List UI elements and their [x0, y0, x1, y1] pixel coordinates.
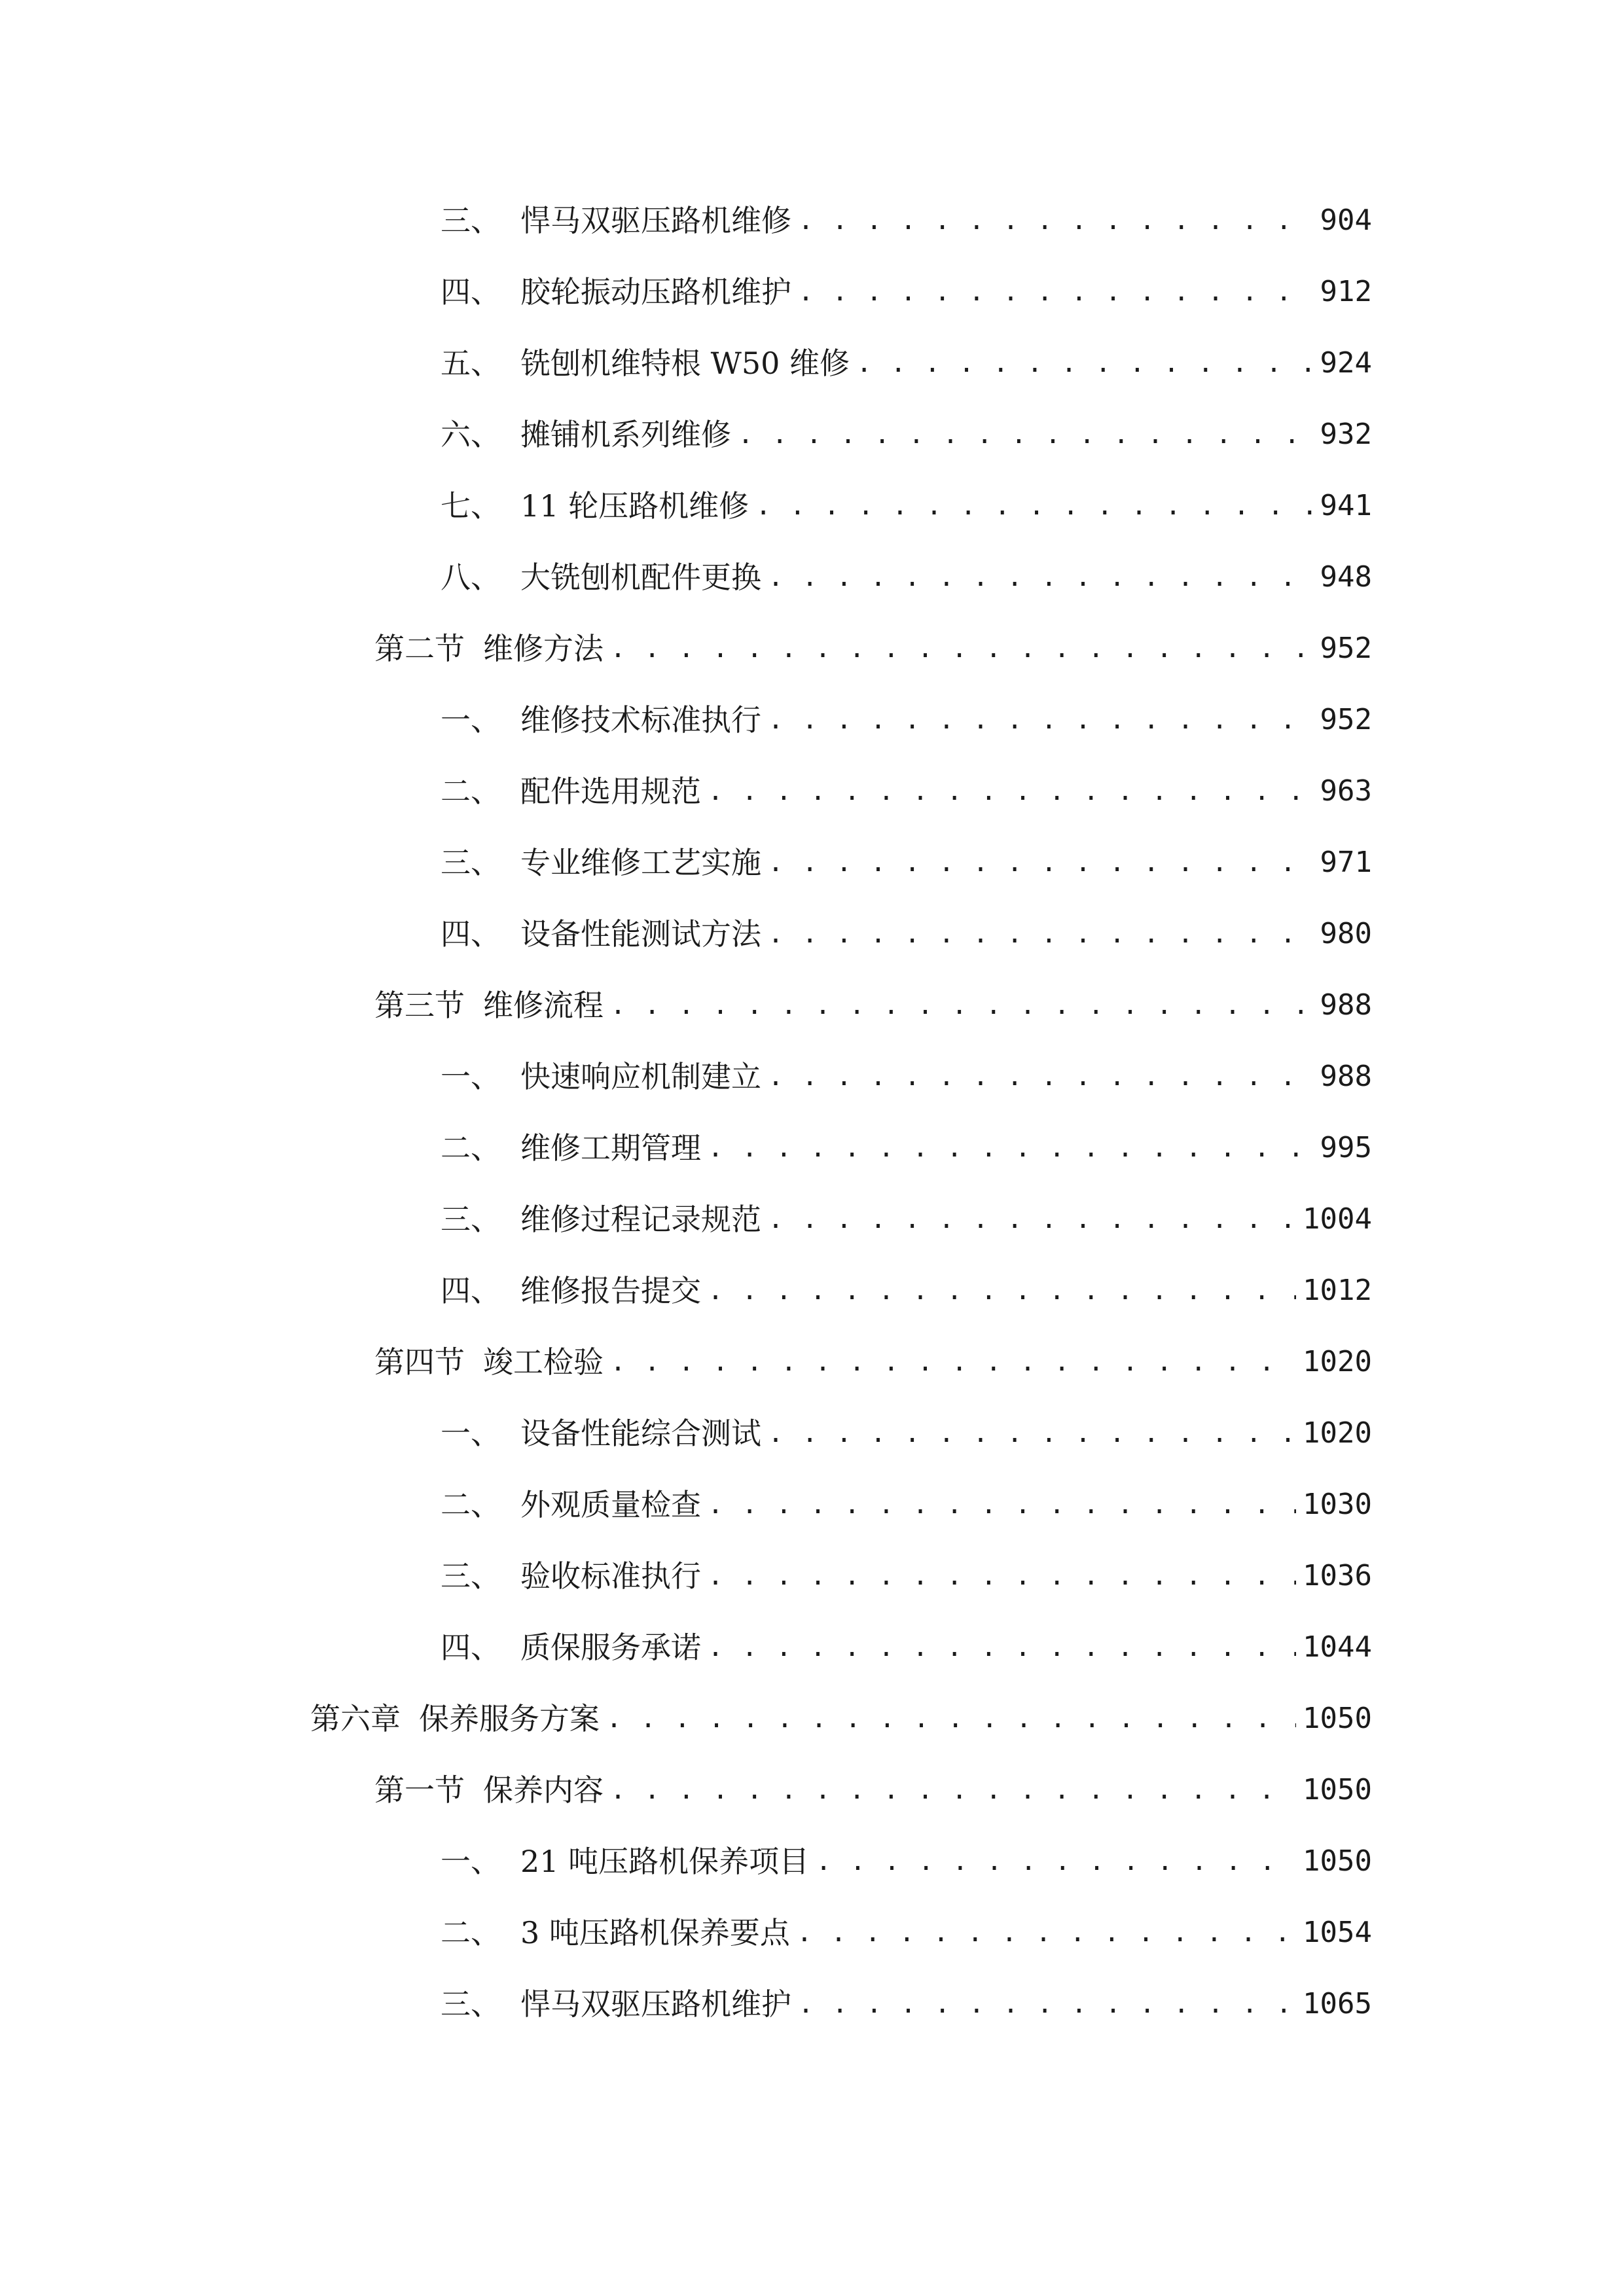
toc-entry-page: 932: [1320, 418, 1372, 451]
dot-leader: [606, 1693, 1296, 1745]
toc-entry-number: 三、: [441, 845, 501, 880]
toc-entry-title: 保养内容: [483, 1772, 604, 1808]
dot-leader: [768, 908, 1314, 960]
toc-entry[interactable]: [441, 908, 1372, 960]
toc-entry-number: 第六章: [310, 1701, 401, 1736]
dot-leader: [768, 694, 1314, 746]
dot-leader: [768, 1407, 1296, 1460]
toc-entry[interactable]: [441, 551, 1372, 603]
toc-entry-page: 1050: [1303, 1773, 1372, 1806]
toc-entry-number: 二、: [441, 774, 501, 809]
toc-entry-section[interactable]: [374, 622, 1372, 675]
toc-entry-section[interactable]: [374, 1336, 1372, 1388]
toc-entry-number: 四、: [441, 916, 501, 952]
dot-leader: [768, 1050, 1314, 1103]
dot-leader: [708, 1550, 1296, 1602]
dot-leader: [797, 1907, 1296, 1959]
toc-entry-number: 三、: [441, 1986, 501, 2022]
dot-leader: [708, 1479, 1296, 1531]
toc-entry-number: 八、: [441, 560, 501, 595]
toc-entry-title: 外观质量检查: [520, 1487, 701, 1522]
toc-entry-page: 1044: [1303, 1630, 1372, 1664]
dot-leader: [610, 979, 1314, 1031]
toc-entry[interactable]: [441, 765, 1372, 817]
toc-entry[interactable]: [441, 1621, 1372, 1674]
dot-leader: [816, 1835, 1296, 1888]
toc-entry-title: 维修过程记录规范: [520, 1202, 761, 1237]
toc-entry-title: 维修工期管理: [520, 1130, 701, 1166]
toc-entry-title: 胶轮振动压路机维护: [520, 274, 791, 310]
toc-entry-number: 四、: [441, 1273, 501, 1308]
toc-entry-number: 三、: [441, 1202, 501, 1237]
toc-entry-title: 竣工检验: [483, 1344, 604, 1380]
toc-entry-title: 设备性能综合测试: [520, 1416, 761, 1451]
toc-entry-title: 维修技术标准执行: [520, 702, 761, 738]
toc-entry-title: 维修方法: [483, 631, 604, 666]
dot-leader: [768, 551, 1314, 603]
toc-entry-number: 四、: [441, 274, 501, 310]
toc-entry-number: 二、: [441, 1915, 501, 1950]
dot-leader: [798, 194, 1314, 247]
toc-entry-number: 第三节: [374, 988, 465, 1023]
toc-entry-title: 保养服务方案: [419, 1701, 600, 1736]
toc-entry-page: 980: [1320, 917, 1372, 950]
toc-entry-number: 二、: [441, 1130, 501, 1166]
toc-entry-page: 952: [1320, 703, 1372, 736]
toc-entry-page: 941: [1320, 489, 1372, 522]
dot-leader: [610, 1764, 1296, 1816]
toc-entry-number: 一、: [441, 1844, 501, 1879]
dot-leader: [708, 1621, 1296, 1674]
toc-entry-page: 1054: [1303, 1916, 1372, 1949]
dot-leader: [610, 622, 1314, 675]
dot-leader: [798, 266, 1314, 318]
toc-entry-title: 专业维修工艺实施: [520, 845, 761, 880]
toc-entry-page: 1004: [1303, 1202, 1372, 1236]
toc-entry-number: 二、: [441, 1487, 501, 1522]
toc-entry-section[interactable]: [374, 1764, 1372, 1816]
toc-entry-chapter[interactable]: [310, 1693, 1372, 1745]
toc-entry[interactable]: [441, 1122, 1372, 1174]
toc-entry-title: 11 轮压路机维修: [520, 488, 749, 524]
toc-entry-title: 铣刨机维特根 W50 维修: [520, 346, 850, 381]
toc-entry-page: 988: [1320, 1060, 1372, 1093]
toc-entry-page: 1020: [1303, 1345, 1372, 1378]
toc-entry-number: 三、: [441, 203, 501, 238]
toc-entry-title: 大铣刨机配件更换: [520, 560, 761, 595]
toc-entry[interactable]: [441, 1479, 1372, 1531]
toc-entry-title: 21 吨压路机保养项目: [520, 1844, 810, 1879]
dot-leader: [768, 836, 1314, 889]
toc-entry-title: 维修流程: [483, 988, 604, 1023]
toc-entry[interactable]: [441, 1978, 1372, 2030]
toc-entry-section[interactable]: [374, 979, 1372, 1031]
toc-entry-title: 质保服务承诺: [520, 1630, 701, 1665]
toc-entry-page: 1065: [1303, 1987, 1372, 2020]
toc-entry-page: 952: [1320, 632, 1372, 665]
toc-entry-number: 五、: [441, 346, 501, 381]
toc-entry-number: 四、: [441, 1630, 501, 1665]
toc-entry[interactable]: [441, 1193, 1372, 1246]
toc-entry-page: 912: [1320, 275, 1372, 308]
toc-entry[interactable]: [441, 266, 1372, 318]
dot-leader: [708, 1122, 1314, 1174]
toc-entry-title: 摊铺机系列维修: [520, 417, 731, 452]
toc-entry[interactable]: [441, 1550, 1372, 1602]
toc-entry-page: 924: [1320, 346, 1372, 380]
toc-entry-number: 第四节: [374, 1344, 465, 1380]
toc-entry-title: 悍马双驱压路机维修: [520, 203, 791, 238]
toc-entry-page: 904: [1320, 204, 1372, 237]
toc-entry[interactable]: [441, 480, 1372, 532]
toc-entry-page: 1050: [1303, 1702, 1372, 1735]
toc-entry-page: 1020: [1303, 1416, 1372, 1450]
toc-entry-number: 六、: [441, 417, 501, 452]
toc-entry-title: 验收标准执行: [520, 1558, 701, 1594]
toc-entry-number: 第一节: [374, 1772, 465, 1808]
toc-entry-title: 维修报告提交: [520, 1273, 701, 1308]
toc-entry-title: 设备性能测试方法: [520, 916, 761, 952]
dot-leader: [738, 408, 1314, 461]
dot-leader: [768, 1193, 1296, 1246]
toc-entry-page: 1012: [1303, 1274, 1372, 1307]
toc-entry-page: 1050: [1303, 1844, 1372, 1878]
dot-leader: [708, 1265, 1296, 1317]
toc-entry-page: 988: [1320, 988, 1372, 1022]
dot-leader: [798, 1978, 1296, 2030]
toc-entry[interactable]: [441, 1265, 1372, 1317]
toc-entry-number: 一、: [441, 1059, 501, 1094]
toc-entry-title: 配件选用规范: [520, 774, 701, 809]
toc-entry[interactable]: [441, 1407, 1372, 1460]
toc-entry[interactable]: [441, 836, 1372, 889]
toc-entry-title: 悍马双驱压路机维护: [520, 1986, 791, 2022]
toc-entry[interactable]: [441, 1050, 1372, 1103]
toc-entry-page: 971: [1320, 846, 1372, 879]
toc-entry[interactable]: [441, 1907, 1372, 1959]
toc-entry-page: 1030: [1303, 1488, 1372, 1521]
dot-leader: [708, 765, 1314, 817]
dot-leader: [755, 480, 1313, 532]
toc-entry-page: 1036: [1303, 1559, 1372, 1592]
toc-entry-title: 快速响应机制建立: [520, 1059, 761, 1094]
toc-entry[interactable]: [441, 1835, 1372, 1888]
toc-entry[interactable]: [441, 337, 1372, 389]
toc-entry[interactable]: [441, 194, 1372, 247]
toc-entry[interactable]: [441, 408, 1372, 461]
toc-entry-number: 一、: [441, 1416, 501, 1451]
toc-entry-number: 七、: [441, 488, 501, 524]
dot-leader: [610, 1336, 1296, 1388]
toc-entry-title: 3 吨压路机保养要点: [520, 1915, 790, 1950]
toc-entry-page: 948: [1320, 560, 1372, 594]
toc-entry[interactable]: [441, 694, 1372, 746]
toc-entry-page: 995: [1320, 1131, 1372, 1164]
dot-leader: [856, 337, 1313, 389]
toc-entry-page: 963: [1320, 774, 1372, 808]
toc-entry-number: 一、: [441, 702, 501, 738]
toc-entry-number: 第二节: [374, 631, 465, 666]
toc-entry-number: 三、: [441, 1558, 501, 1594]
